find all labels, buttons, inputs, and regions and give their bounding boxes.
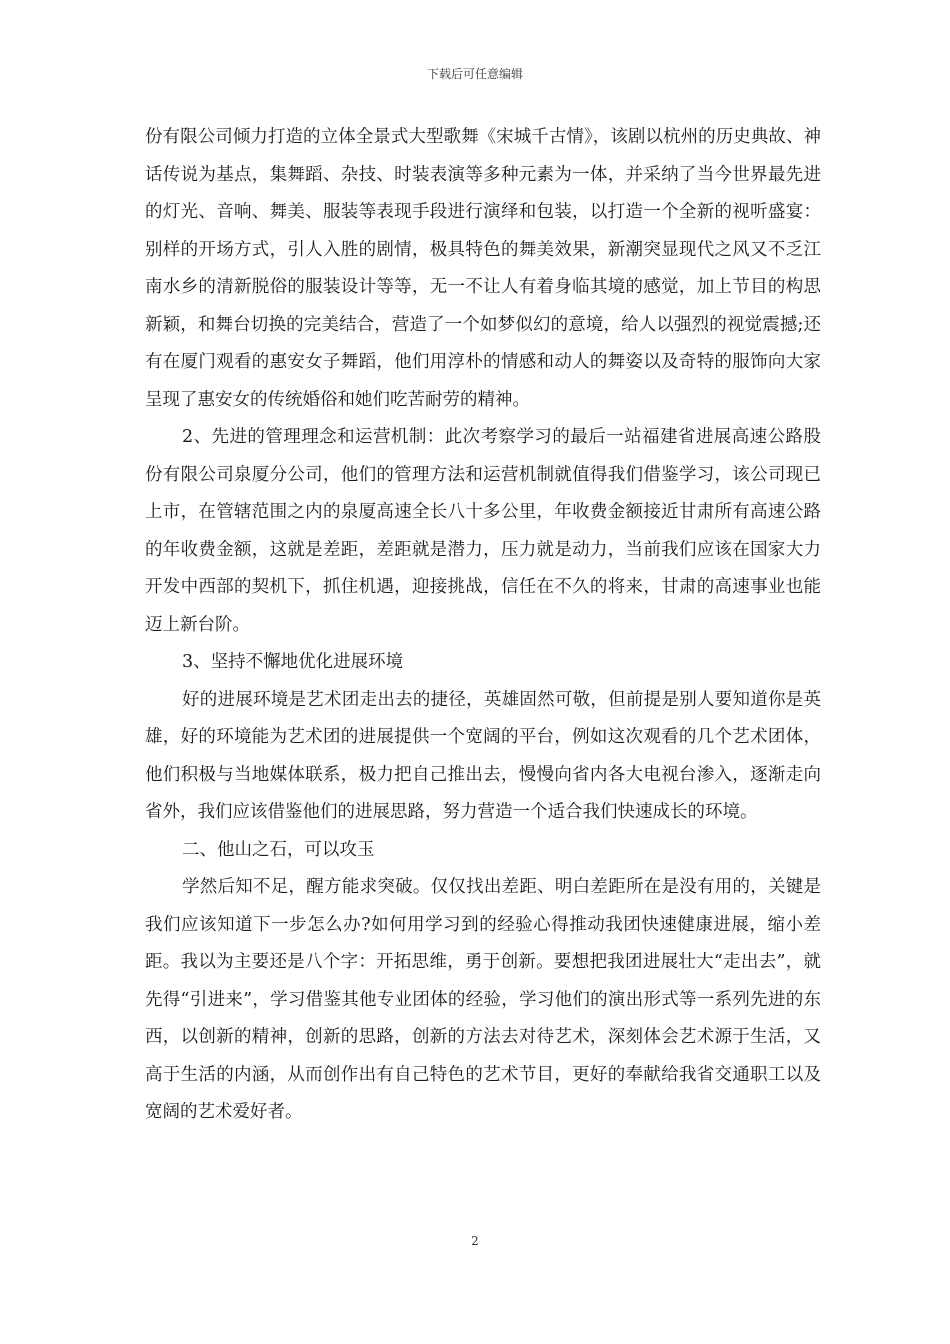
page-header: 下载后可任意编辑 — [426, 67, 523, 81]
page-number: 2 — [471, 1234, 479, 1248]
paragraph-innovation: 学然后知不足，醒方能求突破。仅仅找出差距、明白差距所在是没有用的，关键是我们应该知道下一步怎么办?如何用学习到的经验心得推动我团快速健康进展，缩小差距。我以为主要还是八个字：开拓思维，勇于创新。要想把我团进展壮大“走出去”，就先得“引进来”，学习借鉴其他专业团体的经验，学习他们的演出形式等一系列先进的东西，以创新的精神，创新的思路，创新的方法去对待艺术，深刻体会艺术源于生活，又高于生活的内涵，从而创作出有自己特色的艺术节目，更好的奉献给我省交通职工以及宽阔的艺术爱好者。 — [145, 877, 821, 1122]
paragraph-management-concepts: 2、先进的管理理念和运营机制：此次考察学习的最后一站福建省进展高速公路股份有限公司泉厦分公司，他们的管理方法和运营机制就值得我们借鉴学习，该公司现已上市，在管辖范围之内的泉厦高速全长八十多公里，年收费金额接近甘肃所有高速公路的年收费金额，这就是差距，差距就是潜力，压力就是动力，当前我们应该在国家大力开发中西部的契机下，抓住机遇，迎接挑战，信任在不久的将来，甘肃的高速事业也能迈上新台阶。 — [145, 427, 821, 635]
paragraph-performance-review: 份有限公司倾力打造的立体全景式大型歌舞《宋城千古情》，该剧以杭州的历史典故、神话传说为基点，集舞蹈、杂技、时装表演等多种元素为一体，并采纳了当今世界最先进的灯光、音响、舞美、服装等表现手段进行演绎和包装，以打造一个全新的视听盛宴：别样的开场方式，引人入胜的剧情，极具特色的舞美效果，新潮突显现代之风又不乏江南水乡的清新脱俗的服装设计等等，无一不让人有着身临其境的感觉，加上节目的构思新颖，和舞台切换的完美结合，营造了一个如梦似幻的意境，给人以强烈的视觉震撼;还有在厦门观看的惠安女子舞蹈，他们用淳朴的情感和动人的舞姿以及奇特的服饰向大家呈现了惠安女的传统婚俗和她们吃苦耐劳的精神。 — [145, 127, 821, 410]
section-heading-lessons: 二、他山之石，可以攻玉 — [182, 839, 375, 860]
section-heading-environment: 3、坚持不懈地优化进展环境 — [182, 652, 404, 672]
document-body — [145, 119, 821, 1132]
paragraph-development-environment: 好的进展环境是艺术团走出去的捷径，英雄固然可敬，但前提是别人要知道你是英雄，好的环境能为艺术团的进展提供一个宽阔的平台，例如这次观看的几个艺术团体，他们积极与当地媒体联系，极力把自己推出去，慢慢向省内各大电视台渗入，逐渐走向省外，我们应该借鉴他们的进展思路，努力营造一个适合我们快速成长的环境。 — [145, 689, 821, 822]
